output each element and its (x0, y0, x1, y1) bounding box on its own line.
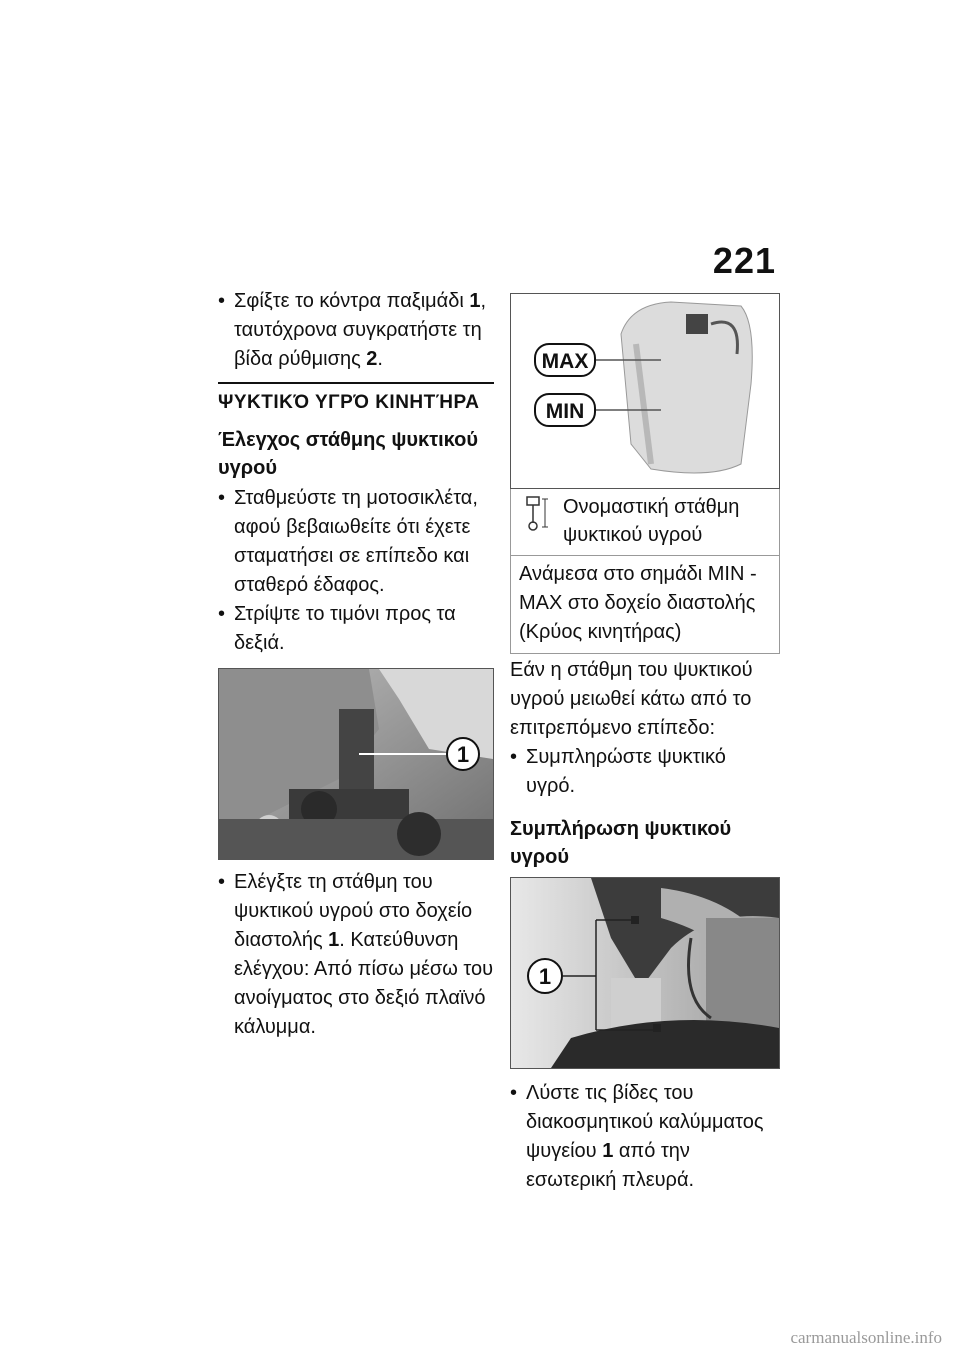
bullet-text: Λύστε τις βίδες του διακοσμητικού καλύμματος ψυγείου (526, 1082, 764, 1162)
bullet-text: Στρίψτε το τιμόνι προς τα δεξιά. (234, 603, 456, 654)
callout-ref: 1 (469, 290, 481, 312)
instruction-bullet (218, 287, 494, 374)
bullet-text: , ταυτόχρονα συγκρατήστε τη βίδα ρύθμισης (234, 290, 487, 370)
bullet-text: Συμπληρώστε ψυκτικό υγρό. (526, 746, 726, 797)
section-divider (218, 382, 494, 384)
callout-ref: 1 (328, 929, 340, 951)
bullet-text: . Κατεύθυνση ελέγχου: Από πίσω μέσω του ανοίγματος στο δεξιό πλαϊνό κάλυμμα. (234, 929, 494, 1038)
instruction-bullet (510, 1079, 780, 1195)
instruction-bullet (510, 743, 780, 801)
left-column (218, 287, 494, 1042)
figure-coolant-check (218, 668, 494, 860)
watermark: carmanualsonline.info (790, 1328, 942, 1347)
spec-name-row (511, 489, 779, 556)
paragraph: Εάν η στάθμη του ψυκτικού υγρού μειωθεί κάτω από το επιτρεπόμενο επίπεδο: (510, 659, 753, 739)
bullet-text: Σφίξτε το κόντρα παξιμάδι (234, 290, 464, 312)
motorcycle-side-photo (219, 669, 493, 859)
spec-name: Ονομαστική στάθμη ψυκτικού υγρού (563, 496, 740, 546)
bullet-text: . (377, 348, 383, 370)
callout-number: 1 (538, 964, 552, 989)
bullet-text: Ελέγξτε τη στάθμη του ψυκτικού υγρού στο δοχείο διαστολής (234, 871, 473, 951)
radiator-cover-photo (511, 878, 779, 1068)
spec-table (510, 489, 780, 654)
instruction-bullet (218, 600, 494, 658)
coolant-level-icon (523, 493, 563, 549)
callout-ref: 1 (602, 1140, 614, 1162)
section-title: ΨΥΚΤΙΚΌ ΥΓΡΌ ΚΙΝΗΤΉΡΑ (218, 392, 480, 413)
figure-expansion-tank (510, 293, 780, 489)
callout-ref: 2 (366, 348, 378, 370)
page-number: 221 (712, 240, 776, 281)
max-label: MAX (541, 350, 589, 373)
callout-number: 1 (456, 742, 470, 767)
bullet-text: από την εσωτερική πλευρά. (526, 1140, 695, 1191)
figure-radiator-cover (510, 877, 780, 1069)
bullet-text: Σταθμεύστε τη μοτοσικλέτα, αφού βεβαιωθείτε ότι έχετε σταματήσει σε επίπεδο και σταθερό έδαφος. (234, 487, 478, 596)
instruction-bullet (218, 484, 494, 600)
spec-value: Ανάμεσα στο σημάδι MIN - MAX στο δοχείο διαστολής (Κρύος κινητήρας) (519, 563, 757, 643)
right-column (510, 293, 780, 1195)
subsection-title: Έλεγχος στάθμης ψυκτικού υγρού (218, 429, 479, 479)
subsection-title: Συμπλήρωση ψυκτικού υγρού (510, 818, 732, 868)
expansion-tank-photo (511, 294, 779, 488)
instruction-bullet (218, 868, 494, 1042)
min-label: MIN (545, 400, 585, 423)
